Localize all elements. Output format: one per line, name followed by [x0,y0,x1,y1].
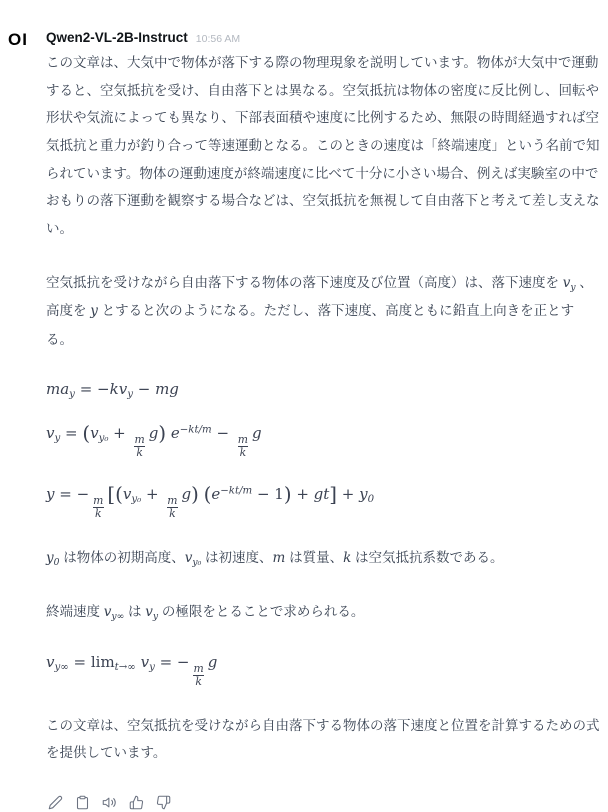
thumbs-down-icon [156,795,171,810]
paragraph: 終端速度 $v_{y\infty}$ は $v_y$ の極限をとることで求められる。 [46,604,365,623]
message-timestamp: 10:56 AM [195,33,241,45]
formula: $v_{y\infty} = \lim_{t\to\infty} v_y$ = − $\frac{m}{k}$ g [46,653,218,688]
paragraph: この文章は、大気中で物体が落下する際の物理現象を説明しています。物体が大気中で運動すると、空気抵抗を受け、自由落下とは異なる。空気抵抗は物体の密度に反比例し、回転や形状や気流によっても異なり、下部表面積や速度に比例するため、無限の時間経過すれば空気抵抗と重力が釣り合って等速運動となる。このときの速度は「終端速度」という名前で知られています。物体の運動速度が終端速度に比べて十分に小さい場合、例えば実験室の中でおもりの落下運動を観察する場合などは、空気抵抗を無視して自由落下と考えて差し支えない。 [46,55,600,237]
paragraph: 空気抵抗を受けながら自由落下する物体の落下速度及び位置（高度）は、落下速度を $v_y$ 、高度を y とすると次のようになる。ただし、落下速度、高度ともに鉛直上向きを正とする。 [46,274,593,348]
paragraph: この文章は、空気抵抗を受けながら自由落下する物体の落下速度と位置を計算するための式を提供しています。 [46,717,600,761]
read-aloud-button[interactable] [100,793,119,812]
speaker-icon [102,795,117,810]
paragraph: $y_0$ は物体の初期高度、$v_{y_0}$ は初速度、m は質量、k は空気抵抗系数である。 [46,549,504,568]
author-name: Qwen2-VL-2B-Instruct [46,30,188,45]
edit-button[interactable] [46,793,65,812]
clipboard-icon [75,795,90,810]
thumbs-up-icon [129,795,144,810]
good-response-button[interactable] [127,793,146,812]
formula: y = − $\frac{m}{k}$ [($v_{y_0}$ + $\frac{m}{k}$ g) $(e^{-kt/m} - 1) + gt] + y_0$ [46,483,375,520]
formula: $v_y = (v_{y_0}$ + $\frac{m}{k}$ g) $e^{-kt/m}$ − $\frac{m}{k}$ g [46,422,262,460]
message-body [46,30,600,812]
formula: $ma_y = -kv_y$ − mg [46,379,179,400]
model-avatar: OI [8,30,28,49]
copy-button[interactable] [73,793,92,812]
message-content [46,49,600,767]
pencil-icon [48,795,63,810]
message-header [46,30,600,45]
message-actions [46,793,600,812]
bad-response-button[interactable] [154,793,173,812]
